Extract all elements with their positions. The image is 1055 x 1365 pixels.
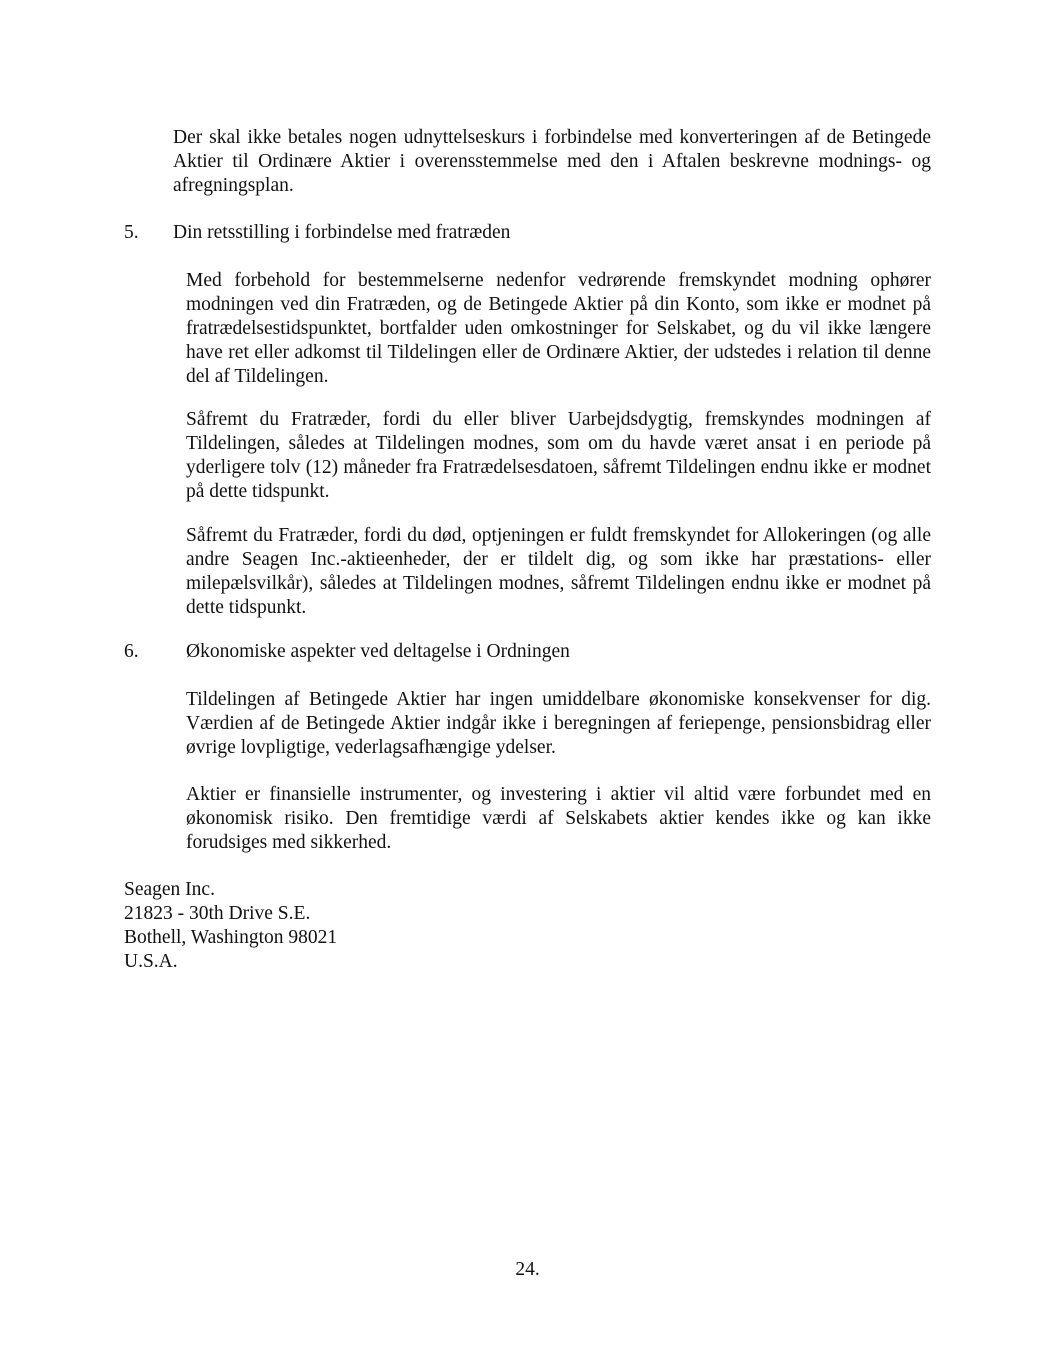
section-title: Økonomiske aspekter ved deltagelse i Ordningen [186, 641, 570, 662]
company-address [124, 878, 524, 974]
section-6-paragraph: Tildelingen af Betingede Aktier har ingen umiddelbare økonomiske konsekvenser for dig. Værdien af de Betingede Aktier indgår ikke i beregningen af feriepenge, pensionsbidrag eller øvrige lovpligtige, vederlagsafhængige ydelser. [186, 689, 931, 758]
section-5-paragraph: Såfremt du Fratræder, fordi du død, optjeningen er fuldt fremskyndet for Allokeringen (og alle andre Seagen Inc.-aktieenheder, der er tildelt dig, og som ikke har præstations- eller milepælsvilkår), således at Tildelingen modnes, såfremt Tildelingen endnu ikke er modnet på dette tidspunkt. [186, 525, 931, 618]
section-5-heading [124, 221, 924, 245]
section-5-paragraph: Med forbehold for bestemmelserne nedenfor vedrørende fremskyndet modning ophører modningen ved din Fratræden, og de Betingede Aktier på din Konto, som ikke er modnet på fratrædelsestidspunktet, bortfalder uden omkostninger for Selskabet, og du vil ikke længere have ret eller adkomst til Tildelingen eller de Ordinære Aktier, der udstedes i relation til denne del af Tildelingen. [186, 270, 931, 387]
page-number: 24. [515, 1259, 540, 1280]
section-6-heading [124, 640, 924, 664]
intro-paragraph: Der skal ikke betales nogen udnyttelseskurs i forbindelse med konverteringen af de Betingede Aktier til Ordinære Aktier i overensstemmelse med den i Aftalen beskrevne modnings- og afregningsplan. [173, 127, 931, 196]
section-number: 5. [124, 222, 139, 243]
address-country: U.S.A. [124, 951, 178, 972]
address-street: 21823 - 30th Drive S.E. [124, 903, 311, 924]
section-6-paragraph: Aktier er finansielle instrumenter, og investering i aktier vil altid være forbundet med en økonomisk risiko. Den fremtidige værdi af Selskabets aktier kendes ikke og kan ikke forudsiges med sikkerhed. [186, 784, 931, 853]
address-company: Seagen Inc. [124, 879, 215, 900]
address-city: Bothell, Washington 98021 [124, 927, 338, 948]
section-number: 6. [124, 641, 139, 662]
section-title: Din retsstilling i forbindelse med fratræden [173, 222, 511, 243]
section-5-paragraph: Såfremt du Fratræder, fordi du eller bliver Uarbejdsdygtig, fremskyndes modningen af Tildelingen, således at Tildelingen modnes, som om du havde været ansat i en periode på yderligere tolv (12) måneder fra Fratrædelsesdatoen, såfremt Tildelingen endnu ikke er modnet på dette tidspunkt. [186, 409, 931, 502]
